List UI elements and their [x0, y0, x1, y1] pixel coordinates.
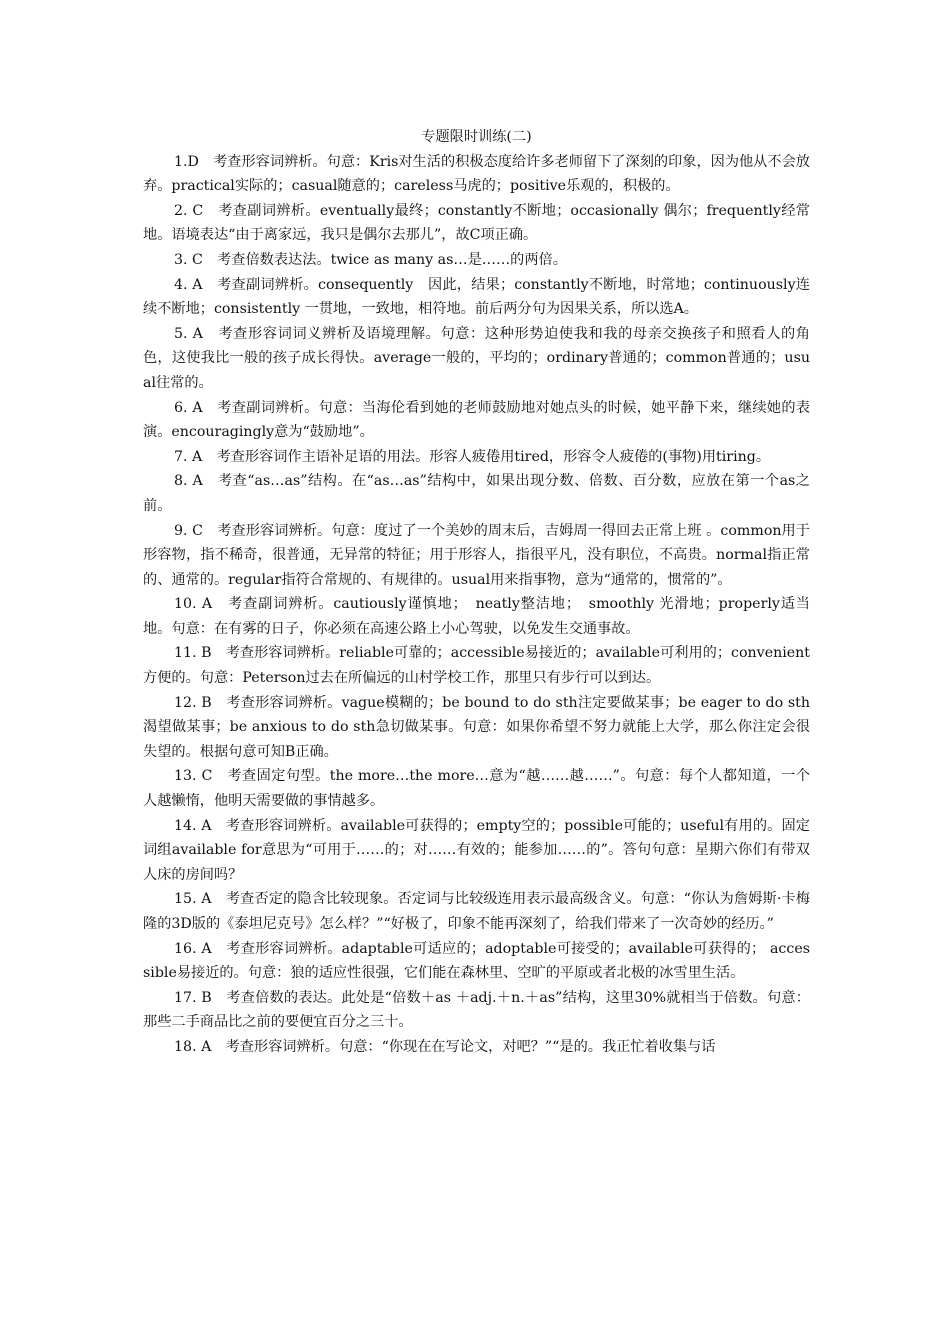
answer-item-12: 12. B 考查形容词辨析。vague模糊的；be bound to do sth注定要做某事；be eager to do sth渴望做某事；be anxious to do sth急切做某事。句意：如果你希望不努力就能上大学，那么你注定会很失望的。根据句意可知B正确。 — [143, 694, 810, 760]
answer-item-14: 14. A 考查形容词辨析。available可获得的；empty空的；possible可能的；useful有用的。固定词组available for意思为“可用于……的；对……有效的；能参加……的”。答句句意：星期六你们有带双人床的房间吗？ — [143, 817, 810, 883]
answer-item-10: 10. A 考查副词辨析。cautiously谨慎地； neatly整洁地； smoothly 光滑地；properly适当地。句意：在有雾的日子，你必须在高速公路上小心驾驶，以免发生交通事故。 — [143, 596, 810, 637]
answer-item-4: 4. A 考查副词辨析。consequently 因此，结果；constantly不断地，时常地；continuously连续不断地；consistently 一贯地，一致地，相符地。前后两分句为因果关系，所以选A。 — [143, 276, 810, 318]
answer-item-3: 3. C 考查倍数表达法。twice as many as…是……的两倍。 — [174, 251, 567, 268]
answer-item-5: 5. A 考查形容词词义辨析及语境理解。句意：这种形势迫使我和我的母亲交换孩子和照看人的角色，这使我比一般的孩子成长得快。average一般的，平均的；ordinary普通的；common普通的；usual往常的。 — [143, 325, 810, 391]
answer-item-2: 2. C 考查副词辨析。eventually最终；constantly不断地；occasionally 偶尔；frequently经常地。语境表达“由于离家远，我只是偶尔去那儿”，故C项正确。 — [143, 202, 810, 244]
page-title: 专题限时训练(二) — [421, 129, 532, 145]
answer-item-11: 11. B 考查形容词辨析。reliable可靠的；accessible易接近的；available可利用的；convenient方便的。句意：Peterson过去在所偏远的山村学校工作，那里只有步行可以到达。 — [143, 645, 810, 687]
answer-item-13: 13. C 考查固定句型。the more…the more…意为“越……越……”。句意：每个人都知道，一个人越懒惰，他明天需要做的事情越多。 — [143, 768, 810, 810]
answer-item-9: 9. C 考查形容词辨析。句意：度过了一个美妙的周末后，吉姆周一得回去正常上班 。common用于形容物，指不稀奇，很普通，无异常的特征；用于形容人，指很平凡，没有职位，不高贵。normal指正常的、通常的。regular指符合常规的、有规律的。usual用来指事物，意为“通常的，惯常的”。 — [143, 522, 810, 588]
answer-item-6: 6. A 考查副词辨析。句意：当海伦看到她的老师鼓励地对她点头的时候，她平静下来，继续她的表演。encouragingly意为“鼓励地”。 — [143, 399, 810, 441]
answer-item-15: 15. A 考查否定的隐含比较现象。否定词与比较级连用表示最高级含义。句意：“你认为詹姆斯·卡梅隆的3D版的《泰坦尼克号》怎么样？”“好极了，印象不能再深刻了，给我们带来了一次奇妙的经历。” — [143, 891, 810, 932]
answer-item-1: 1.D 考查形容词辨析。句意：Kris对生活的积极态度给许多老师留下了深刻的印象，因为他从不会放弃。practical实际的；casual随意的；careless马虎的；positive乐观的，积极的。 — [143, 153, 810, 195]
answer-item-18: 18. A 考查形容词辨析。句意：“你现在在写论文，对吧？”“是的。我正忙着收集与话 — [174, 1038, 716, 1055]
answer-item-16: 16. A 考查形容词辨析。adaptable可适应的；adoptable可接受的；available可获得的； accessible易接近的。句意：狼的适应性很强，它们能在森林里、空旷的平原或者北极的冰雪里生活。 — [143, 940, 810, 982]
answer-sheet — [143, 125, 810, 1060]
answer-item-7: 7. A 考查形容词作主语补足语的用法。形容人疲倦用tired，形容令人疲倦的(事物)用tiring。 — [174, 448, 771, 465]
answer-item-8: 8. A 考查“as…as”结构。在“as…as”结构中，如果出现分数、倍数、百分数，应放在第一个as之前。 — [143, 473, 810, 514]
answer-item-17: 17. B 考查倍数的表达。此处是“倍数＋as ＋adj.＋n.＋as”结构，这里30%就相当于倍数。句意：那些二手商品比之前的要便宜百分之三十。 — [143, 989, 810, 1031]
